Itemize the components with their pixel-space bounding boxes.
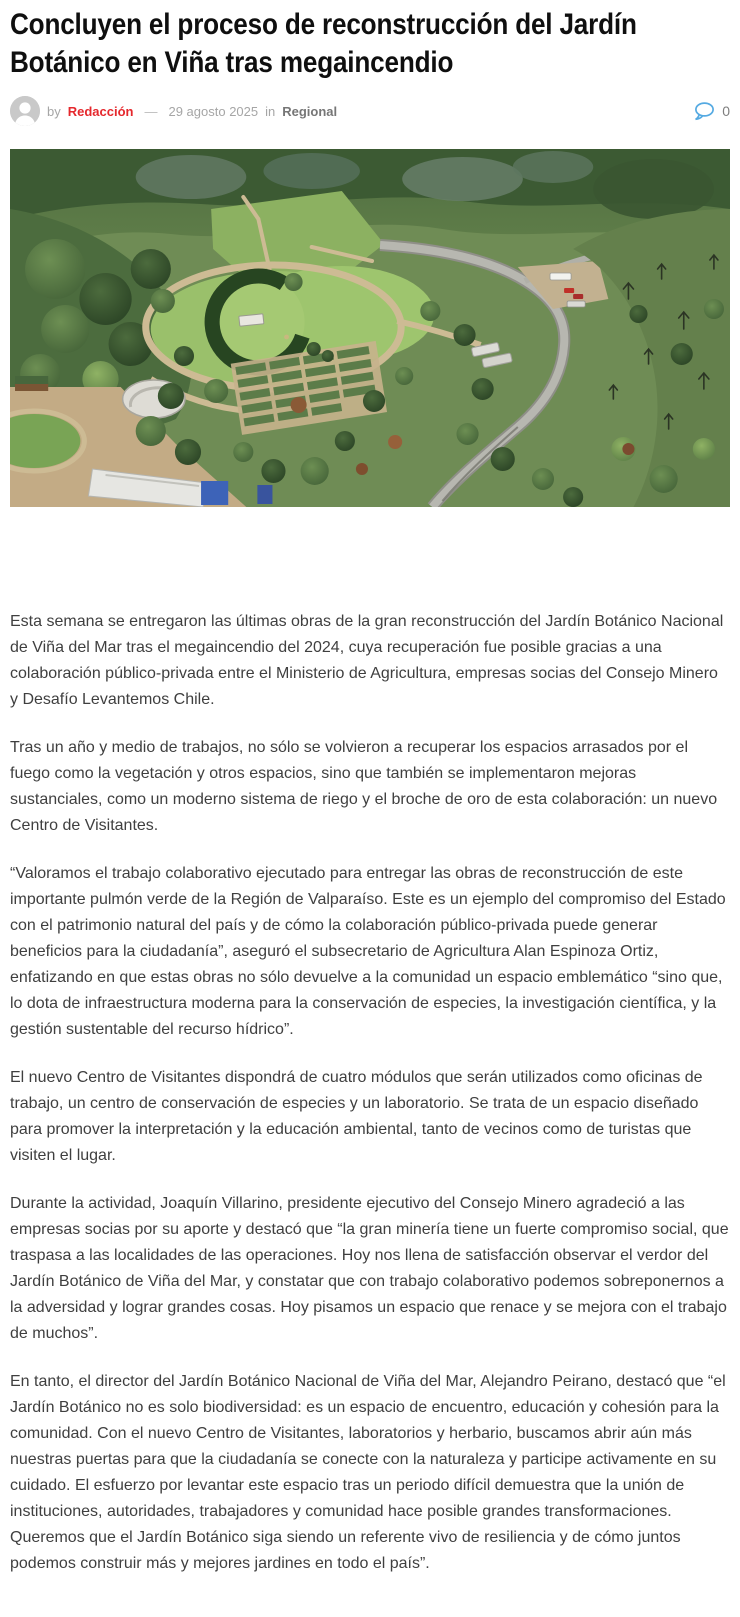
aerial-garden-photo bbox=[10, 149, 730, 507]
paragraph-4: El nuevo Centro de Visitantes dispondrá de cuatro módulos que serán utilizados como oficinas de trabajo, un centro de conservación de especies y un laboratorio. Se trata de un espacio diseñado para promover la interpretación y la educación ambiental, tanto de vecinos como de turistas que visiten el lugar. bbox=[10, 1069, 703, 1164]
article-body bbox=[10, 609, 730, 1577]
byline bbox=[10, 96, 730, 126]
avatar[interactable] bbox=[10, 96, 40, 126]
paragraph-2: Tras un año y medio de trabajos, no sólo se volvieron a recuperar los espacios arrasados por el fuego como la vegetación y otros espacios, sino que también se implementaron mejoras sustanciales, como un moderno sistema de riego y el broche de oro de esta colaboración: un nuevo Centro de Visitantes. bbox=[10, 739, 718, 834]
article-page bbox=[0, 6, 740, 1577]
byline-by-label: by bbox=[47, 103, 61, 119]
person-silhouette-icon bbox=[10, 96, 40, 126]
comment-bubble-icon bbox=[694, 102, 716, 121]
post-date: 29 agosto 2025 bbox=[168, 103, 259, 119]
paragraph-1: Esta semana se entregaron las últimas obras de la gran reconstrucción del Jardín Botánico Nacional de Viña del Mar tras el megaincendio del 2024, cuya recuperación fue posible gracias a una colaboración público-privada entre el Ministerio de Agricultura, empresas socias del Consejo Minero y Desafío Levantemos Chile. bbox=[10, 613, 724, 708]
category-link[interactable]: Regional bbox=[282, 103, 338, 119]
author-link[interactable]: Redacción bbox=[67, 103, 134, 119]
featured-image bbox=[10, 149, 730, 507]
paragraph-6: En tanto, el director del Jardín Botánico Nacional de Viña del Mar, Alejandro Peirano, destacó que “el Jardín Botánico no es solo biodiversidad: es un espacio de encuentro, educación y cohesión para la comunidad. Con el nuevo Centro de Visitantes, laboratorios y herbario, buscamos abrir aún más nuestras puertas para que la ciudadanía se conecte con la naturaleza y participe activamente en su cuidado. El esfuerzo por levantar este espacio tras un periodo difícil demuestra que la unión de instituciones, autoridades, trabajadores y comunidad hace posible grandes transformaciones. Queremos que el Jardín Botánico siga siendo un referente vivo de resiliencia y de cómo juntos podemos construir más y mejores jardines en todo el país”. bbox=[10, 1373, 726, 1572]
comment-count: 0 bbox=[722, 103, 730, 119]
paragraph-3: “Valoramos el trabajo colaborativo ejecutado para entregar las obras de reconstrucción de este importante pulmón verde de la Región de Valparaíso. Este es un ejemplo del compromiso del Estado con el patrimonio natural del país y de cómo la colaboración público-privada puede generar beneficios para la ciudadanía”, aseguró el subsecretario de Agricultura Alan Espinoza Ortiz, enfatizando en que estas obras no sólo devuelve a la comunidad un espacio emblemático “sino que, lo dota de infraestructura moderna para la conservación de especies, la investigación científica, y la gestión sustentable del recurso hídrico”. bbox=[10, 865, 726, 1038]
byline-in-label: in bbox=[265, 103, 276, 119]
paragraph-5: Durante la actividad, Joaquín Villarino, presidente ejecutivo del Consejo Minero agradeció a las empresas socias por su aporte y destacó que “la gran minería tiene un fuerte compromiso social, que traspasa a las localidades de las operaciones. Hoy nos llena de satisfacción observar el verdor del Jardín Botánico de Viña del Mar, y constatar que con trabajo colaborativo podemos sobreponernos a la adversidad y lograr grandes cosas. Hoy pisamos un espacio que renace y se mejora con el trabajo de muchos”. bbox=[10, 1195, 729, 1342]
byline-separator: — bbox=[144, 103, 158, 119]
page-title: Concluyen el proceso de reconstrucción del Jardín Botánico en Viña tras megaincendio bbox=[10, 8, 637, 79]
comments-link[interactable] bbox=[694, 102, 730, 121]
